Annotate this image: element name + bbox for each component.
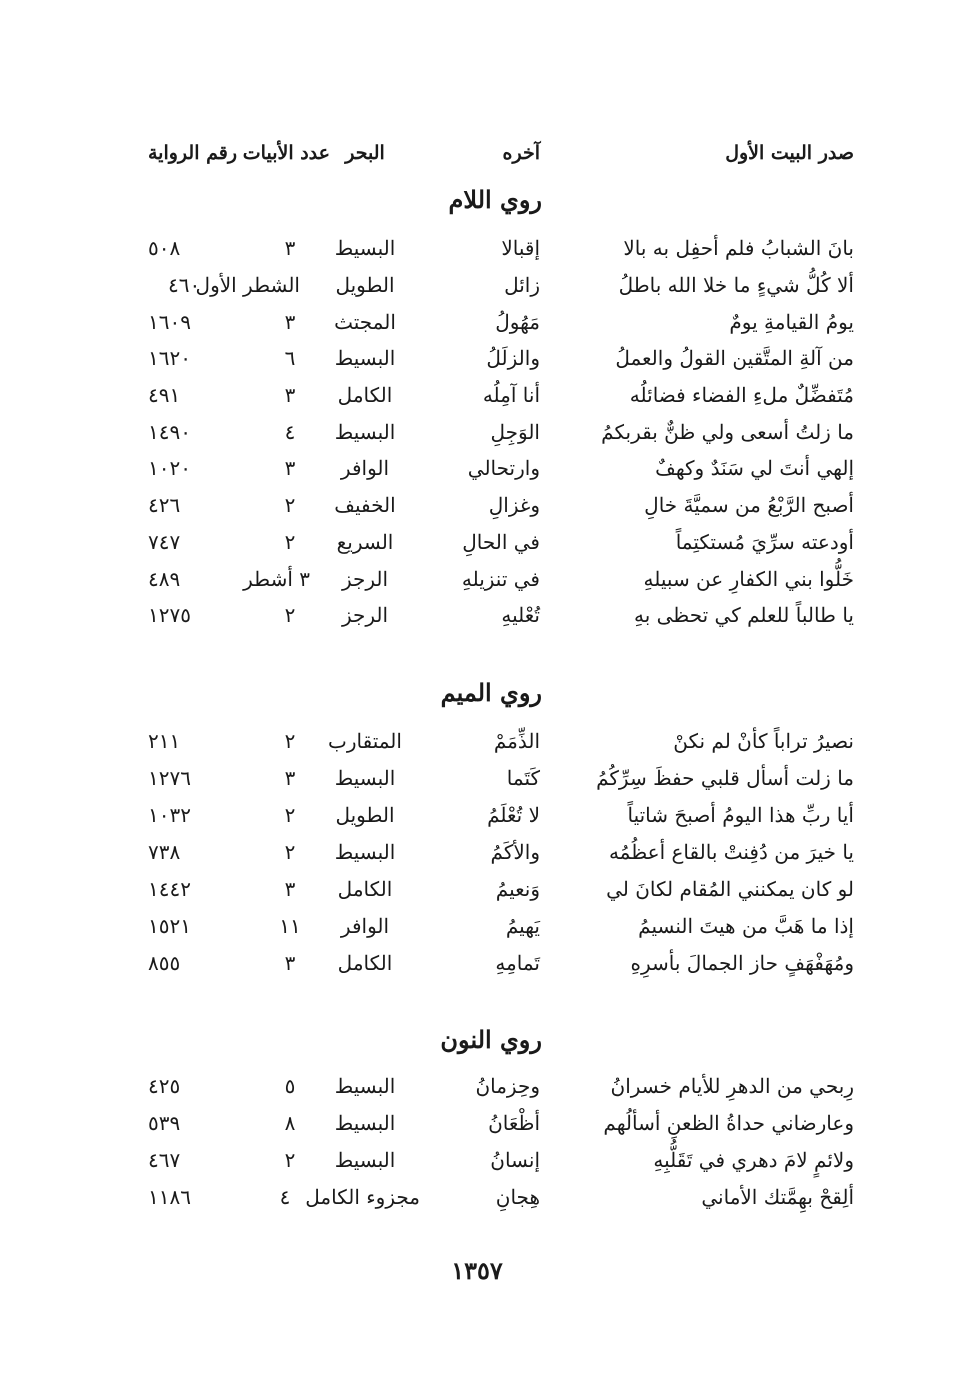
verse-first-line: بانَ الشبابُ فلم أحفِل به بالا [623, 236, 854, 260]
header-riwaya: رقم الرواية [148, 142, 237, 164]
verse-first-line: نصيرُ تراباً كأنْ لم نكنْ [673, 729, 854, 753]
narration-number: ٧٤٧ [148, 530, 181, 554]
verse-ending: الوَجِلِ [490, 420, 540, 444]
narration-number: ٤٩١ [148, 383, 181, 407]
verse-count: ٤ [284, 420, 296, 444]
verse-count: ٣ [284, 310, 296, 334]
verse-meter: البسيط [334, 346, 396, 370]
verse-ending: تَمامِهِ [495, 951, 540, 975]
verse-count: ٦ [284, 346, 296, 370]
verse-first-line: أيا ربِّ هذا اليومُ أصبحَ شاتياً [627, 803, 854, 827]
narration-number: ٤٨٩ [148, 567, 181, 591]
verse-count: ٣ أشطر [243, 567, 310, 591]
verse-count: الشطر الأول [195, 273, 300, 297]
verse-first-line: إلهي أنتَ لي سَنَدٌ وكهفٌ [655, 456, 854, 480]
narration-number: ١٠٣٢ [148, 803, 191, 827]
narration-number: ٧٣٨ [148, 840, 181, 864]
verse-count: ٢ [284, 1148, 296, 1172]
verse-first-line: يا خيرَ من دُفِنتْ بالقاع أعظُمُه [608, 840, 854, 864]
narration-number: ١٠٢٠ [148, 456, 191, 480]
verse-meter: الرجز [341, 567, 389, 591]
narration-number: ٤٢٦ [148, 493, 181, 517]
verse-meter: البسيط [334, 1111, 396, 1135]
verse-meter: المتقارب [328, 729, 402, 753]
verse-ending: يَهيمُ [505, 914, 540, 938]
verse-ending: زائل [504, 273, 540, 297]
verse-count: ٢ [284, 603, 296, 627]
narration-number: ١٥٢١ [148, 914, 191, 938]
section-title-nun: روي النون [440, 1025, 542, 1054]
verse-first-line: إذا ما هَبَّ من هيتَ النسيمُ [638, 914, 854, 938]
narration-number: ١٦٢٠ [148, 346, 191, 370]
verse-meter: البسيط [334, 840, 396, 864]
verse-count: ٣ [284, 383, 296, 407]
verse-first-line: وعارضاني حداةُ الظعنِ أسألُهم [603, 1111, 854, 1135]
verse-meter: البسيط [334, 766, 396, 790]
verse-ending: وغزالِ [488, 493, 540, 517]
verse-count: ٣ [284, 951, 296, 975]
verse-count: ٢ [284, 530, 296, 554]
narration-number: ١٤٩٠ [148, 420, 191, 444]
verse-first-line: لو كان يمكنني المُقام لكانَ لي [606, 877, 854, 901]
verse-ending: وارتحالي [467, 456, 540, 480]
verse-meter: الخفيف [334, 493, 396, 517]
verse-meter: الطويل [335, 273, 395, 297]
header-abyat: عدد الأبيات [242, 142, 330, 164]
verse-count: ٣ [284, 766, 296, 790]
verse-first-line: من آلةِ المتَّقين القولُ والعملُ [615, 346, 854, 370]
narration-number: ١٢٧٥ [148, 603, 191, 627]
narration-number: ٥٣٩ [148, 1111, 181, 1135]
verse-meter: الوافر [340, 914, 390, 938]
verse-count: ٨ [284, 1111, 296, 1135]
narration-number: ١٢٧٦ [148, 766, 191, 790]
header-akhir: آخره [502, 142, 540, 164]
section-title-lam: روي اللام [448, 185, 542, 214]
verse-ending: كَتَما [506, 766, 540, 790]
narration-number: ٤٢٥ [148, 1074, 181, 1098]
header-bahr: البحر [345, 142, 385, 164]
narration-number: ١٦٠٩ [148, 310, 191, 334]
verse-meter: السريع [336, 530, 394, 554]
narration-number: ١٤٤٢ [148, 877, 191, 901]
verse-count: ٣ [284, 236, 296, 260]
verse-ending: إنسانُ [490, 1148, 540, 1172]
verse-ending: والأكَمُ [490, 840, 540, 864]
verse-ending: الذِّمَمْ [493, 729, 540, 753]
verse-first-line: يا طالباً للعلم كي تحظى بهِ [633, 603, 854, 627]
verse-ending: هِجانِ [495, 1185, 540, 1209]
verse-first-line: يومُ القيامةِ يومٌ [729, 310, 854, 334]
verse-meter: البسيط [334, 420, 396, 444]
header-sadr: صدر البيت الأول [725, 142, 854, 164]
verse-ending: لا تُعْلَمُ [487, 803, 540, 827]
verse-first-line: رِبحي من الدهرِ للأيام خسرانُ [610, 1074, 854, 1098]
verse-meter: البسيط [334, 1148, 396, 1172]
verse-meter: الرجز [341, 603, 389, 627]
verse-meter: الكامل [337, 877, 393, 901]
verse-first-line: ألا كُلُّ شيءٍ ما خلا الله باطلُ [618, 273, 854, 297]
verse-first-line: ألِقحْ بهِمَّتك الأماني [701, 1185, 854, 1209]
verse-count: ٢ [284, 729, 296, 753]
verse-ending: في الحالِ [462, 530, 540, 554]
verse-first-line: ما زلتُ أسعى ولي ظنٌّ بقربكمُ [601, 420, 854, 444]
verse-ending: وحِزمانُ [475, 1074, 540, 1098]
verse-count: ٢ [284, 840, 296, 864]
narration-number: ١١٨٦ [148, 1185, 191, 1209]
verse-count: ٤ [279, 1185, 291, 1209]
verse-ending: أنا آمِلُه [482, 383, 540, 407]
verse-ending: أظْعَانُ [488, 1111, 540, 1135]
verse-count: ٣ [284, 456, 296, 480]
verse-ending: مَهُولُ [495, 310, 540, 334]
narration-number: ٤٦٠ [168, 273, 201, 297]
narration-number: ٨٥٥ [148, 951, 181, 975]
verse-count: ١١ [279, 914, 301, 938]
verse-meter: البسيط [334, 1074, 396, 1098]
verse-meter: المجتث [334, 310, 396, 334]
verse-meter: الكامل [337, 951, 393, 975]
narration-number: ٢١١ [148, 729, 181, 753]
verse-first-line: أودعته سرِّيَ مُستكتِماً [675, 530, 854, 554]
verse-count: ٥ [284, 1074, 296, 1098]
verse-meter: الوافر [340, 456, 390, 480]
verse-meter: مجزوء الكامل [305, 1185, 420, 1209]
verse-ending: إقبالا [501, 236, 540, 260]
verse-first-line: مُتَفضِّلٌ ملءِ الفضاء فضائلُه [629, 383, 854, 407]
page-number: ١٣٥٧ [451, 1256, 503, 1285]
verse-ending: وَنعيمُ [495, 877, 540, 901]
verse-count: ٣ [284, 877, 296, 901]
verse-first-line: ومُهَفْهَفٍ حاز الجمالَ بأسرِهِ [630, 951, 854, 975]
verse-first-line: أصبح الرَّبْعُ من سميَّةَ خالِ [644, 493, 854, 517]
verse-count: ٢ [284, 493, 296, 517]
narration-number: ٥٠٨ [148, 236, 181, 260]
verse-first-line: ما زلت أسأل قلبي حفظَ سِرِّكُمُ [596, 766, 854, 790]
verse-meter: الطويل [335, 803, 395, 827]
verse-meter: الكامل [337, 383, 393, 407]
narration-number: ٤٦٧ [148, 1148, 181, 1172]
verse-first-line: خَلُّوا بني الكفارِ عن سبيلهِ [643, 567, 854, 591]
verse-ending: والزلَلُ [486, 346, 540, 370]
verse-ending: تُعْليهِ [501, 603, 540, 627]
verse-count: ٢ [284, 803, 296, 827]
verse-first-line: ولائمٍ لامَ دهري في تَقَلُّبِهِ [653, 1148, 854, 1172]
verse-meter: البسيط [334, 236, 396, 260]
section-title-mim: روي الميم [440, 678, 542, 707]
verse-ending: في تنزيلهِ [461, 567, 540, 591]
